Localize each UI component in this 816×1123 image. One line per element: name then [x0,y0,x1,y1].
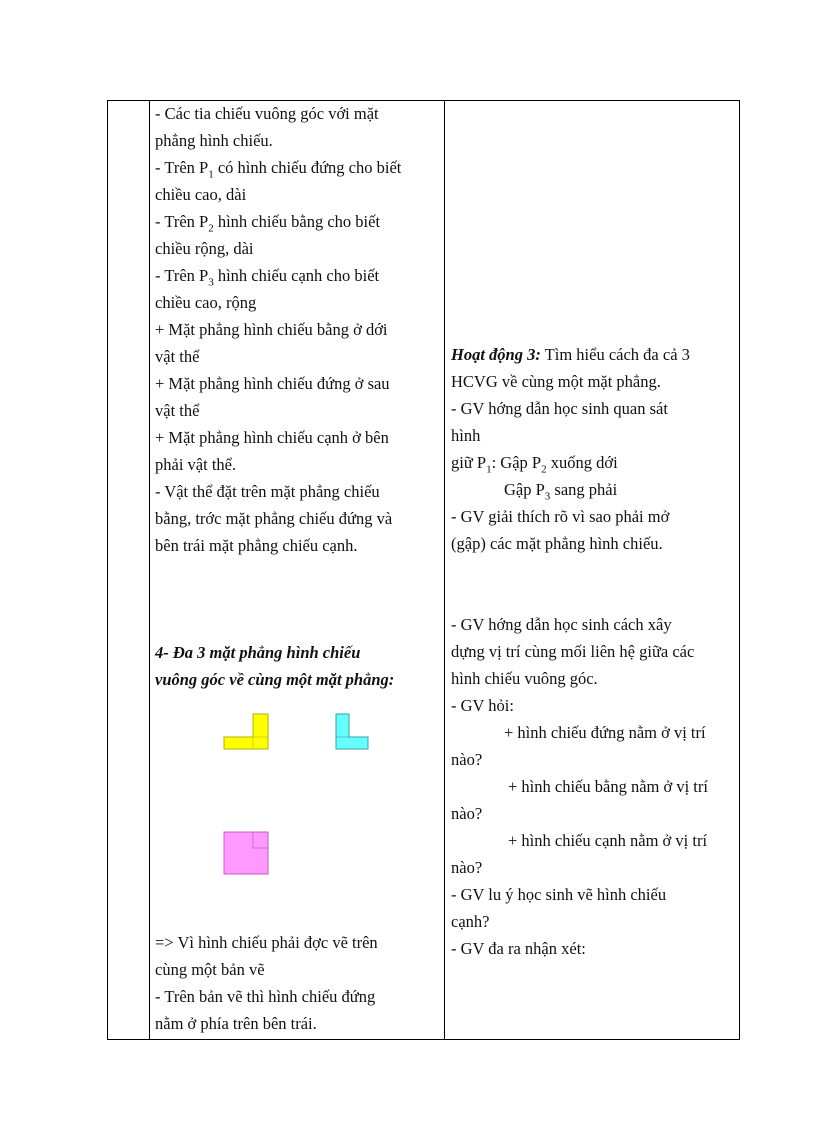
p1-line: - Trên $P_1$ có hình chiếu đứng cho biết [155,158,402,181]
text-line: - GV hỏi: [451,696,514,715]
activity-column [451,101,739,1039]
section-title: vuông góc về cùng một mặt phẳng: [155,670,395,689]
text-line: - GV giải thích rõ vì sao phải mở [451,507,670,526]
text-line: chiều cao, rộng [155,293,257,312]
text-line: hình chiếu vuông góc. [451,669,598,688]
text-line: phẳng hình chiếu. [155,131,273,150]
text-line: - Các tia chiếu vuông góc với mặt [155,104,379,123]
text-line: - GV hớng dẫn học sinh cách xây [451,615,672,634]
text-line: bên trái mặt phẳng chiếu cạnh. [155,536,358,555]
side-view-shape [335,713,375,753]
activity-heading: Hoạt động 3: Tìm hiểu cách đa cả 3 [451,345,690,364]
text-line: => Vì hình chiếu phải đợc vẽ trên [155,933,378,952]
text-line: - Trên bản vẽ thì hình chiếu đứng [155,987,376,1006]
lesson-table [107,100,740,1040]
text-line: chiều cao, dài [155,185,247,204]
top-view-shape [223,831,273,877]
p3-line: - Trên $P_3$ hình chiếu cạnh cho biết [155,266,380,289]
text-line: + Mặt phẳng hình chiếu đứng ở sau [155,374,390,393]
text-line: HCVG về cùng một mặt phẳng. [451,372,661,391]
text-line: + Mặt phẳng hình chiếu bằng ở dới [155,320,388,339]
text-line: + Mặt phẳng hình chiếu cạnh ở bên [155,428,389,447]
front-view-shape [223,713,273,753]
text-line: + hình chiếu cạnh nằm ở vị trí [508,831,708,850]
activity-label: Hoạt động 3: [451,345,541,364]
fold-line-2: Gập $P_3$ sang phải [504,480,618,503]
text-line: cùng một bản vẽ [155,960,265,979]
text-line: - Vật thể đặt trên mặt phẳng chiếu [155,482,380,501]
text-line: - GV lu ý học sinh vẽ hình chiếu [451,885,667,904]
fold-line-1: giữ $P_1$: Gập $P_2$ xuống dới [451,453,618,476]
text-line: (gập) các mặt phẳng hình chiếu. [451,534,663,553]
text-line: dựng vị trí cùng mối liên hệ giữa các [451,642,695,661]
text-line: nào? [451,750,483,769]
text-line: + hình chiếu bằng nằm ở vị trí [508,777,708,796]
text-line: hình [451,426,481,445]
text-line: - GV đa ra nhận xét: [451,939,586,958]
text-line: nằm ở phía trên bên trái. [155,1014,317,1033]
column-divider-1 [149,101,150,1039]
text-line: vật thể [155,401,200,420]
text-line: + hình chiếu đứng nằm ở vị trí [504,723,706,742]
text-line: bằng, trớc mặt phẳng chiếu đứng và [155,509,393,528]
text-line: - GV hớng dẫn học sinh quan sát [451,399,668,418]
text-line: chiều rộng, dài [155,239,254,258]
text-line: vật thể [155,347,200,366]
text-line: cạnh? [451,912,490,931]
text-line: nào? [451,804,483,823]
text-line: nào? [451,858,483,877]
section-title: 4- Đa 3 mặt phẳng hình chiếu [155,643,361,662]
p2-line: - Trên $P_2$ hình chiếu bằng cho biết [155,212,381,235]
content-column [155,101,445,1039]
text-line: phải vật thể. [155,455,237,474]
